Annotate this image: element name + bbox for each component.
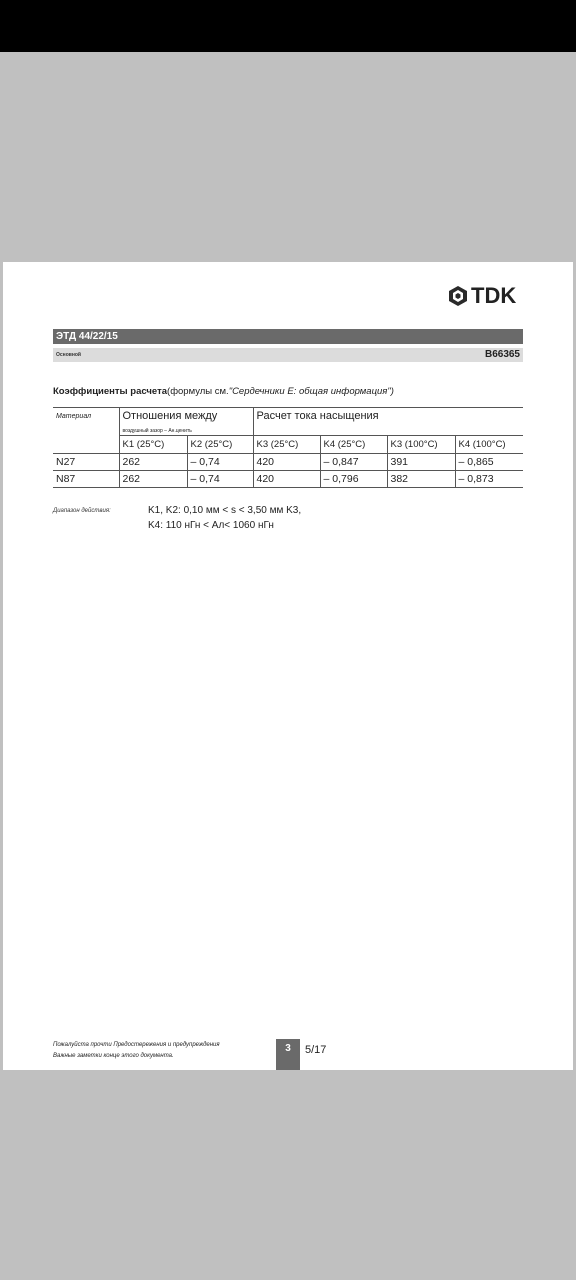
- cell-k3-25: 420: [253, 454, 320, 471]
- group1-header: [119, 408, 253, 436]
- group2-title: Расчет тока насыщения: [256, 410, 379, 422]
- range-label: Диапазон действия:: [53, 508, 111, 514]
- range-line-2: K4: 110 нГн < Aл< 1060 нГн: [148, 520, 274, 531]
- subheader-k2-25: K2 (25°C): [187, 436, 253, 454]
- tdk-logo-icon: [447, 285, 469, 307]
- material-header: Материал: [53, 408, 119, 436]
- subheader-k3-25: K3 (25°C): [253, 436, 320, 454]
- cell-k4-25: – 0,796: [320, 471, 387, 488]
- table-subheader-row: [53, 436, 523, 454]
- section-heading: [53, 386, 394, 397]
- table-row: [53, 471, 523, 488]
- footer-note-line1: Пожалуйста прочти Предостережения и предупреждения: [53, 1042, 220, 1048]
- cell-k1-25: 262: [119, 471, 187, 488]
- cell-k3-100: 382: [387, 471, 455, 488]
- page-counter: 5/17: [305, 1044, 327, 1056]
- group1-subtitle: воздушный зазор – Ан.ценить: [122, 428, 192, 434]
- range-line-1: K1, K2: 0,10 мм < s < 3,50 мм K3,: [148, 505, 302, 516]
- logo-text: TDK: [471, 283, 517, 308]
- section-heading-bold: Коэффициенты расчета: [53, 386, 168, 397]
- cell-k4-100: – 0,865: [455, 454, 523, 471]
- cell-k4-25: – 0,847: [320, 454, 387, 471]
- row-material: N87: [53, 471, 119, 488]
- row-material: N27: [53, 454, 119, 471]
- top-status-bar: [0, 0, 576, 52]
- subheader-k3-100: K3 (100°C): [387, 436, 455, 454]
- page-number-box: 3: [276, 1039, 300, 1070]
- cell-k3-100: 391: [387, 454, 455, 471]
- product-title: ЭТД 44/22/15: [56, 331, 118, 342]
- product-subtitle-bar: [53, 348, 523, 362]
- section-heading-normal: (формулы см.: [167, 386, 229, 397]
- cell-k3-25: 420: [253, 471, 320, 488]
- footer-note-line2: Важные заметки конце этого документа.: [53, 1053, 174, 1059]
- cell-k4-100: – 0,873: [455, 471, 523, 488]
- cell-k2-25: – 0,74: [187, 454, 253, 471]
- subheader-empty: [53, 436, 119, 454]
- subtitle-left: Основной: [56, 352, 81, 358]
- section-heading-italic: "Сердечники Е: общая информация"): [228, 386, 394, 397]
- cell-k1-25: 262: [119, 454, 187, 471]
- part-number: B66365: [484, 349, 520, 360]
- footer-note: [53, 1040, 220, 1062]
- subheader-k1-25: K1 (25°C): [119, 436, 187, 454]
- product-title-bar: [53, 329, 523, 344]
- subheader-k4-25: K4 (25°C): [320, 436, 387, 454]
- tdk-logo: [447, 284, 516, 308]
- table-header-row: [53, 408, 523, 436]
- group2-header: [253, 408, 523, 436]
- document-page: [3, 262, 573, 1070]
- cell-k2-25: – 0,74: [187, 471, 253, 488]
- table-row: [53, 454, 523, 471]
- group1-title: Отношения между: [122, 410, 218, 422]
- coefficients-table: [53, 407, 523, 488]
- subheader-k4-100: K4 (100°C): [455, 436, 523, 454]
